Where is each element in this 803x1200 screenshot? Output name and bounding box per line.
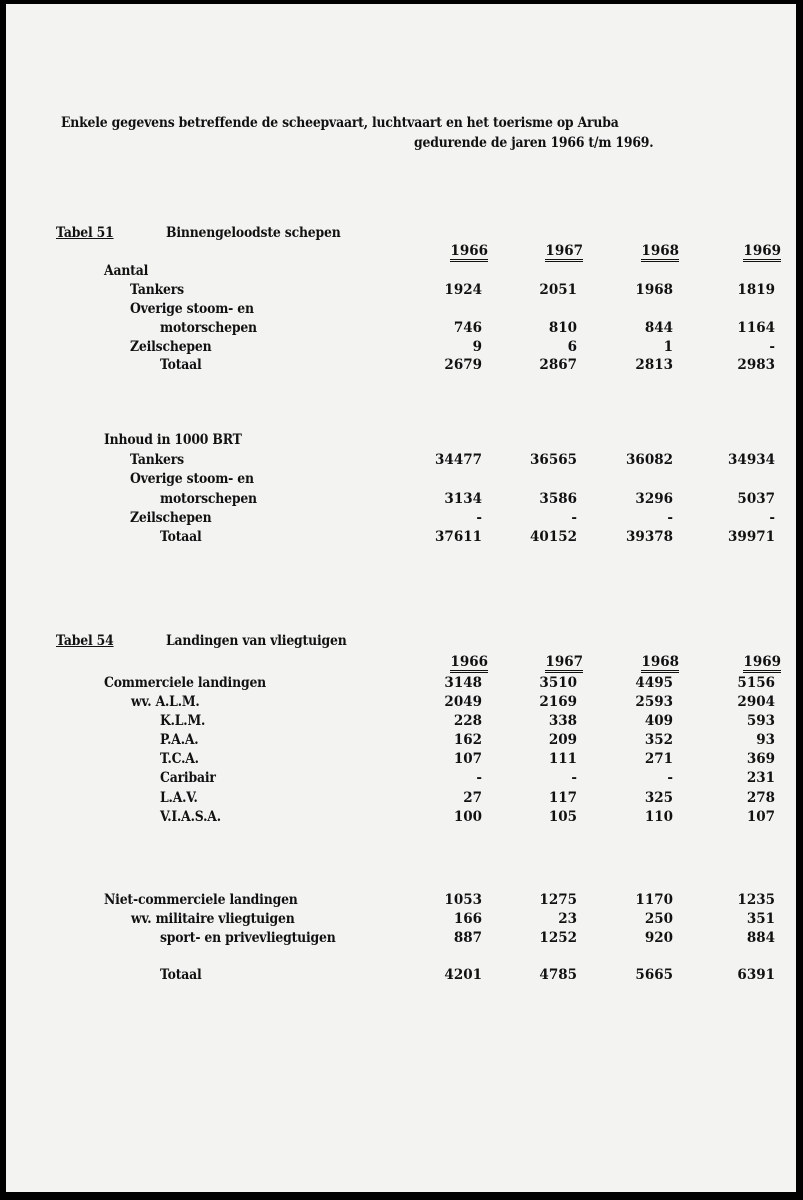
tabel54-cell: 1275 [539,892,577,908]
tabel51-cell: - [769,339,775,355]
tabel54-cell: 351 [746,911,775,927]
tabel54-cell: 231 [746,770,775,786]
tabel51-cell: 1819 [737,282,775,298]
tabel54-cell: - [571,770,577,786]
tabel54-row-label: Caribair [160,770,216,786]
tabel54-cell: 409 [644,713,673,729]
tabel54-cell: 884 [746,930,775,946]
tabel51-cell: 6 [567,339,577,355]
tabel51-cell: 39378 [626,529,673,545]
tabel51-cell: 1968 [635,282,673,298]
tabel51-title: Binnengeloodste schepen [166,225,341,241]
tabel51-cell: 9 [472,339,482,355]
tabel51-row-label: motorschepen [160,320,257,336]
tabel54-cell: 209 [548,732,577,748]
tabel51-cell: 2051 [539,282,577,298]
tabel54-row-label: sport- en privevliegtuigen [160,930,336,946]
tabel54-cell: - [476,770,482,786]
tabel51-cell: 2813 [635,357,673,373]
tabel51-row-label: Zeilschepen [130,339,212,355]
tabel54-cell: 250 [644,911,673,927]
tabel54-cell: 3510 [539,675,577,691]
tabel54-row-label: T.C.A. [160,751,199,767]
tabel51-row-label: Tankers [130,452,184,468]
tabel54-cell: - [667,770,673,786]
tabel51-cell: 2983 [737,357,775,373]
tabel51-cell: 37611 [435,529,482,545]
tabel54-cell: 2593 [635,694,673,710]
tabel54-cell: 352 [644,732,673,748]
document-title-line-2: gedurende de jaren 1966 t/m 1969. [414,135,654,151]
tabel51-cell: - [571,510,577,526]
tabel54-cell: 338 [548,713,577,729]
tabel54-cell: 2904 [737,694,775,710]
tabel54-row-label: wv. militaire vliegtuigen [131,911,295,927]
tabel51-cell: 2679 [444,357,482,373]
tabel51-cell: 3134 [444,491,482,507]
tabel54-cell: 369 [746,751,775,767]
tabel51-row-label: Tankers [130,282,184,298]
tabel51-cell: - [769,510,775,526]
tabel51-cell: 810 [548,320,577,336]
tabel54-cell: 278 [746,790,775,806]
tabel54-cell: 1170 [635,892,673,908]
tabel54-cell: 110 [644,809,673,825]
tabel51-year-header: 1967 [503,242,583,260]
tabel51-row-label: Zeilschepen [130,510,212,526]
tabel54-cell: 1053 [444,892,482,908]
tabel54-year-header: 1967 [503,653,583,671]
tabel54-label: Tabel 54 [56,633,114,649]
tabel54-cell: 4201 [444,967,482,983]
tabel54-row-label: V.I.A.S.A. [160,809,221,825]
tabel54-cell: 4495 [635,675,673,691]
tabel51-cell: 844 [644,320,673,336]
tabel54-cell: 271 [644,751,673,767]
tabel54-cell: 593 [746,713,775,729]
tabel54-year-header: 1966 [408,653,488,671]
tabel54-cell: 93 [756,732,775,748]
tabel51-cell: 34934 [728,452,775,468]
tabel54-cell: 5665 [635,967,673,983]
tabel51-cell: 1924 [444,282,482,298]
tabel54-cell: 3148 [444,675,482,691]
tabel51-row-label: motorschepen [160,491,257,507]
tabel51-row-label: Aantal [104,263,149,279]
tabel51-row-label: Overige stoom- en [130,301,254,317]
tabel54-title: Landingen van vliegtuigen [166,633,347,649]
tabel51-cell: 1164 [737,320,775,336]
tabel51-cell: 36565 [530,452,577,468]
tabel51-row-label: Overige stoom- en [130,471,254,487]
tabel54-cell: 111 [548,751,577,767]
tabel54-cell: 117 [548,790,577,806]
tabel51-cell: 36082 [626,452,673,468]
tabel51-cell: 39971 [728,529,775,545]
tabel54-row-label: K.L.M. [160,713,206,729]
tabel54-cell: 2169 [539,694,577,710]
tabel51-year-header: 1966 [408,242,488,260]
tabel51-cell: 2867 [539,357,577,373]
tabel54-cell: 23 [558,911,577,927]
paper-sheet [6,4,796,1192]
tabel54-cell: 107 [746,809,775,825]
tabel54-cell: 107 [453,751,482,767]
tabel51-cell: 1 [663,339,673,355]
tabel51-cell: 40152 [530,529,577,545]
tabel54-cell: 2049 [444,694,482,710]
tabel51-year-header: 1969 [701,242,781,260]
tabel51-cell: - [476,510,482,526]
tabel54-cell: 4785 [539,967,577,983]
tabel51-cell: 5037 [737,491,775,507]
tabel51-cell: 34477 [435,452,482,468]
tabel54-cell: 100 [453,809,482,825]
tabel54-row-label: Niet-commerciele landingen [104,892,298,908]
tabel54-cell: 920 [644,930,673,946]
tabel54-row-label: P.A.A. [160,732,199,748]
tabel54-cell: 6391 [737,967,775,983]
tabel54-year-header: 1969 [701,653,781,671]
tabel54-cell: 1235 [737,892,775,908]
tabel54-cell: 105 [548,809,577,825]
tabel51-label: Tabel 51 [56,225,114,241]
tabel51-row-label: Inhoud in 1000 BRT [104,432,242,448]
tabel54-cell: 325 [644,790,673,806]
tabel54-row-label: L.A.V. [160,790,198,806]
document-title-line-1: Enkele gegevens betreffende de scheepvaart, luchtvaart en het toerisme op Aruba [61,115,619,131]
tabel54-cell: 228 [453,713,482,729]
tabel51-year-header: 1968 [599,242,679,260]
tabel51-cell: 3586 [539,491,577,507]
tabel54-row-label: Totaal [160,967,202,983]
tabel54-cell: 27 [463,790,482,806]
tabel54-row-label: wv. A.L.M. [131,694,200,710]
tabel54-year-header: 1968 [599,653,679,671]
tabel54-cell: 162 [453,732,482,748]
tabel54-row-label: Commerciele landingen [104,675,267,691]
tabel54-cell: 166 [453,911,482,927]
tabel54-cell: 1252 [539,930,577,946]
tabel54-cell: 887 [453,930,482,946]
tabel51-cell: 746 [453,320,482,336]
tabel51-row-label: Totaal [160,357,202,373]
tabel51-row-label: Totaal [160,529,202,545]
tabel51-cell: 3296 [635,491,673,507]
tabel51-cell: - [667,510,673,526]
tabel54-cell: 5156 [737,675,775,691]
